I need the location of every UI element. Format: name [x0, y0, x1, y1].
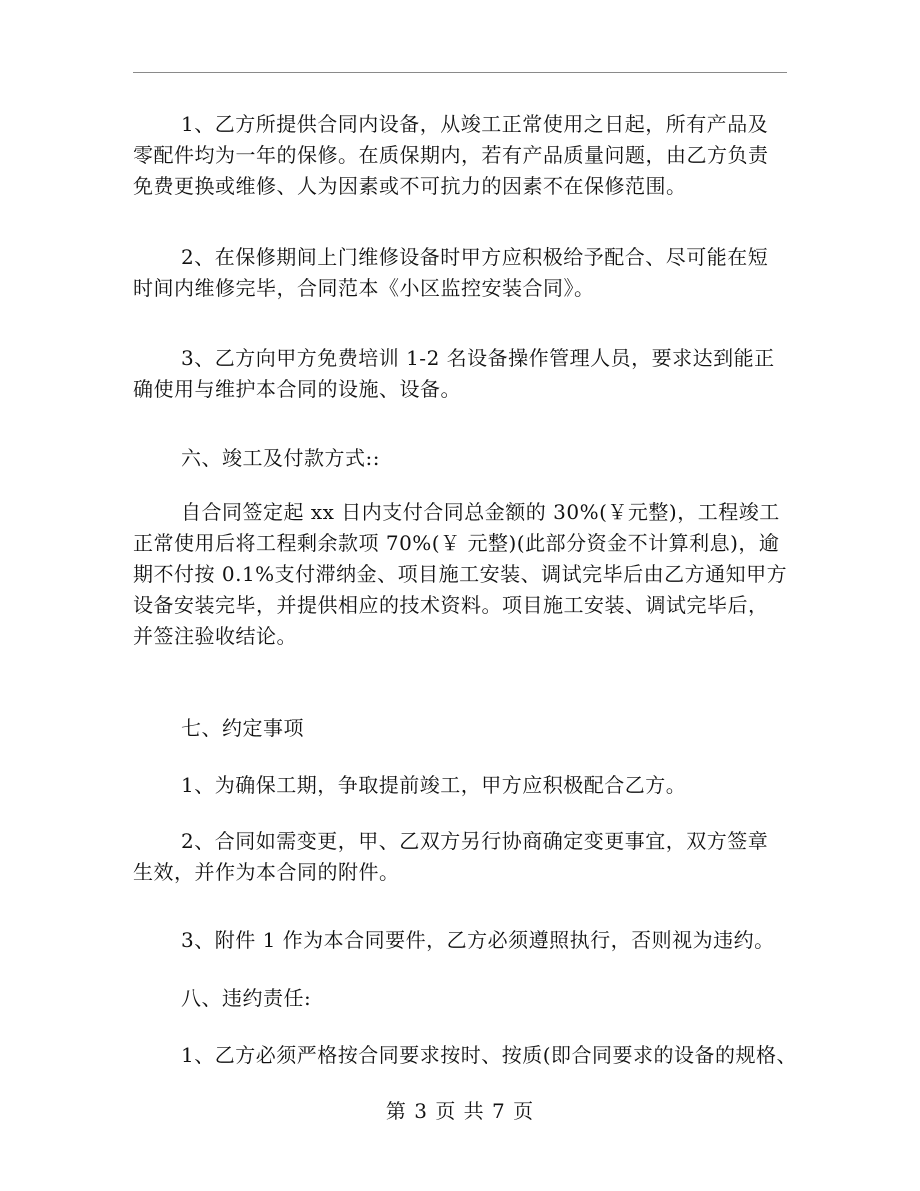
text-line: 免费更换或维修、人为因素或不可抗力的因素不在保修范围。	[133, 174, 687, 198]
text-line: 2、在保修期间上门维修设备时甲方应积极给予配合、尽可能在短	[181, 245, 769, 269]
text-line: 七、约定事项	[181, 716, 304, 740]
text-line: 3、乙方向甲方免费培训 1-2 名设备操作管理人员，要求达到能正	[181, 346, 775, 370]
paragraph-training	[133, 343, 793, 405]
paragraph-agreement-2	[133, 826, 793, 888]
text-line: 1、为确保工期，争取提前竣工，甲方应积极配合乙方。	[181, 773, 687, 797]
section-heading-agreements	[133, 713, 793, 744]
text-line: 设备安装完毕，并提供相应的技术资料。项目施工安装、调试完毕后，	[133, 593, 769, 617]
paragraph-payment-terms	[133, 497, 793, 652]
text-line: 生效，并作为本合同的附件。	[133, 860, 400, 884]
text-line: 正常使用后将工程剩余款项 70%(￥ 元整)(此部分资金不计算利息)，逾	[133, 531, 780, 555]
page-number: 第 3 页 共 7 页	[385, 1099, 535, 1123]
paragraph-warranty-1	[133, 109, 793, 202]
text-line: 六、竣工及付款方式::	[181, 446, 380, 470]
text-line: 并签注验收结论。	[133, 624, 297, 648]
section-heading-payment	[133, 443, 793, 474]
section-heading-liability	[133, 983, 793, 1014]
paragraph-agreement-1	[133, 770, 793, 801]
paragraph-agreement-3	[133, 925, 793, 956]
paragraph-warranty-2	[133, 242, 793, 304]
text-line: 确使用与维护本合同的设施、设备。	[133, 377, 461, 401]
text-line: 2、合同如需变更，甲、乙双方另行协商确定变更事宜，双方签章	[181, 829, 769, 853]
text-line: 1、乙方所提供合同内设备，从竣工正常使用之日起，所有产品及	[181, 112, 769, 136]
text-line: 零配件均为一年的保修。在质保期内，若有产品质量问题，由乙方负责	[133, 143, 769, 167]
header-divider	[133, 72, 787, 73]
text-line: 八、违约责任:	[181, 986, 312, 1010]
text-line: 期不付按 0.1%支付滞纳金、项目施工安装、调试完毕后由乙方通知甲方	[133, 562, 788, 586]
text-line: 时间内维修完毕，合同范本《小区监控安装合同》。	[133, 276, 595, 300]
text-line: 1、乙方必须严格按合同要求按时、按质(即合同要求的设备的规格、	[181, 1043, 798, 1067]
text-line: 3、附件 1 作为本合同要件，乙方必须遵照执行，否则视为违约。	[181, 928, 775, 952]
text-line: 自合同签定起 xx 日内支付合同总金额的 30%(￥元整)，工程竣工	[181, 500, 780, 524]
paragraph-liability-1	[133, 1040, 798, 1071]
